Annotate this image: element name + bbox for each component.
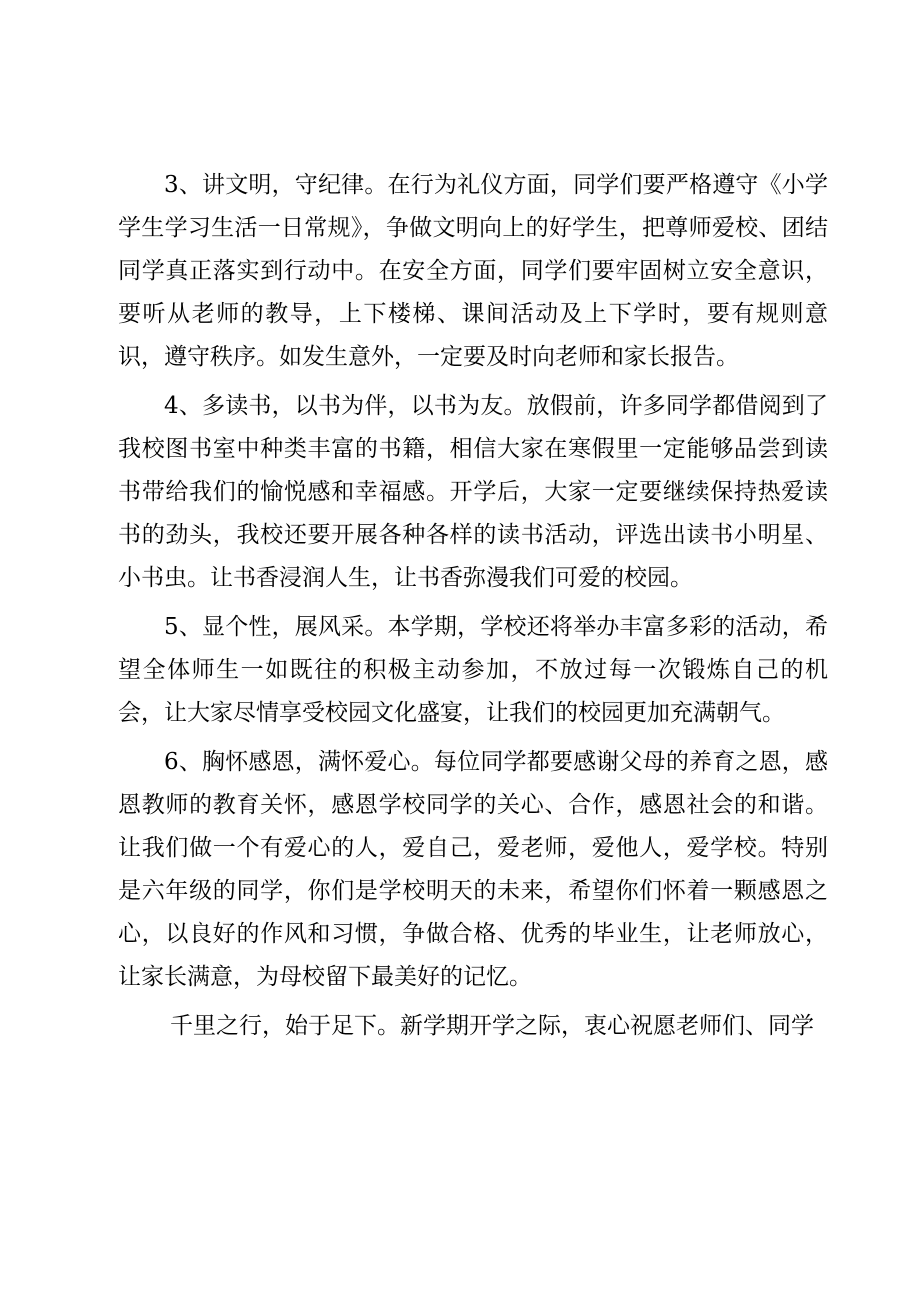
paragraph-5-personality: 5、显个性，展风采。本学期，学校还将举办丰富多彩的活动，希望全体师生一如既往的积极主动参加，不放过每一次锻炼自己的机会，让大家尽情享受校园文化盛宴，让我们的校园更加充满朝气。 bbox=[118, 614, 828, 726]
paragraph-3-civility: 3、讲文明，守纪律。在行为礼仪方面，同学们要严格遵守《小学学生学习生活一日常规》，争做文明向上的好学生，把尊师爱校、团结同学真正落实到行动中。在安全方面，同学们要牢固树立安全意识，要听从老师的教导，上下楼梯、课间活动及上下学时，要有规则意识，遵守秩序。如发生意外，一定要及时向老师和家长报告。 bbox=[118, 172, 828, 370]
paragraph-6-gratitude: 6、胸怀感恩，满怀爱心。每位同学都要感谢父母的养育之恩，感恩教师的教育关怀，感恩学校同学的关心、合作，感恩社会的和谐。让我们做一个有爱心的人，爱自己，爱老师，爱他人，爱学校。特别是六年级的同学，你们是学校明天的未来，希望你们怀着一颗感恩之心，以良好的作风和习惯，争做合格、优秀的毕业生，让老师放心，让家长满意，为母校留下最美好的记忆。 bbox=[118, 749, 828, 990]
paragraph-4-reading: 4、多读书，以书为伴，以书为友。放假前，许多同学都借阅到了我校图书室中种类丰富的书籍，相信大家在寒假里一定能够品尝到读书带给我们的愉悦感和幸福感。开学后，大家一定要继续保持热爱读书的劲头，我校还要开展各种各样的读书活动，评选出读书小明星、小书虫。让书香浸润人生，让书香弥漫我们可爱的校园。 bbox=[118, 393, 828, 591]
paragraph-closing: 千里之行，始于足下。新学期开学之际，衷心祝愿老师们、同学 bbox=[170, 1013, 814, 1039]
document-body bbox=[118, 164, 828, 1054]
